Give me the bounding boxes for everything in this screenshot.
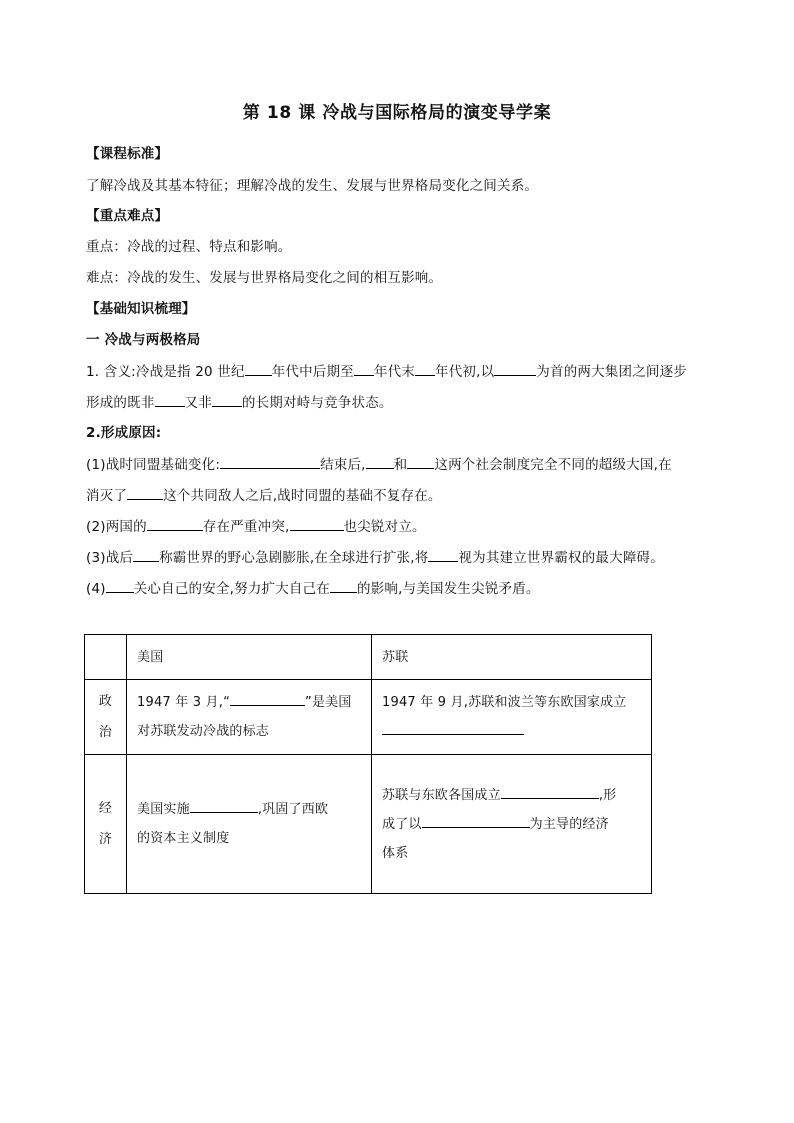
economy-us-cell xyxy=(127,755,372,894)
difficult-point-text: 难点：冷战的发生、发展与世界格局变化之间的相互影响。 xyxy=(86,270,443,286)
cause-text: (2)两国的 xyxy=(86,519,147,535)
cell-text: ”是美国 xyxy=(305,695,352,710)
comparison-table xyxy=(84,634,652,894)
row-header-char: 济 xyxy=(98,832,113,847)
row-header-politics xyxy=(85,680,127,755)
key-point-text: 重点：冷战的过程、特点和影响。 xyxy=(86,239,292,255)
column-header-us: 美国 xyxy=(127,635,372,680)
cell-text: 美国实施 xyxy=(137,802,190,817)
cause-heading: 2.形成原因: xyxy=(86,425,162,441)
blank[interactable] xyxy=(415,362,435,376)
blank[interactable] xyxy=(501,785,599,799)
definition-text: 年代末 xyxy=(373,364,415,380)
economy-ussr-cell xyxy=(372,755,652,894)
cause-text: 关心自己的安全,努力扩大自己在 xyxy=(133,581,331,597)
cell-line xyxy=(137,688,361,717)
blank[interactable] xyxy=(407,455,434,469)
blank[interactable] xyxy=(290,517,344,531)
course-standard-text: 了解冷战及其基本特征；理解冷战的发生、发展与世界格局变化之间关系。 xyxy=(86,178,539,194)
blank[interactable] xyxy=(382,721,524,735)
blank[interactable] xyxy=(212,393,242,407)
blank[interactable] xyxy=(330,579,357,593)
table-corner-cell xyxy=(85,635,127,680)
cause-text: (4) xyxy=(86,581,106,597)
cause-text: 消灭了 xyxy=(86,488,128,504)
cell-text: ,巩固了西欧 xyxy=(257,802,329,817)
cause-text: 称霸世界的野心急剧膨胀,在全球进行扩张,将 xyxy=(159,550,429,566)
cause-3-line xyxy=(86,548,664,567)
definition-text: 为首的两大集团之间逐步 xyxy=(536,364,687,380)
blank[interactable] xyxy=(366,455,394,469)
definition-text: 的长期对峙与竞争状态。 xyxy=(241,395,393,411)
blank[interactable] xyxy=(422,814,530,828)
blank[interactable] xyxy=(245,362,272,376)
definition-line-2 xyxy=(86,393,393,412)
blank[interactable] xyxy=(127,486,163,500)
row-header-char: 政 xyxy=(98,694,113,709)
politics-ussr-cell xyxy=(372,680,652,755)
blank[interactable] xyxy=(155,393,185,407)
blank[interactable] xyxy=(494,362,536,376)
blank[interactable] xyxy=(190,799,258,813)
row-header-char: 治 xyxy=(98,725,113,740)
definition-text: 1. 含义:冷战是指 20 世纪 xyxy=(86,364,245,380)
cell-line: 体系 xyxy=(382,845,409,861)
blank[interactable] xyxy=(133,548,159,562)
cause-text: 结束后, xyxy=(320,457,366,473)
cause-4-line xyxy=(86,579,540,598)
cell-line xyxy=(137,795,361,824)
cell-text: 1947 年 3 月,“ xyxy=(137,695,231,710)
row-header-char: 经 xyxy=(98,801,113,816)
page-title: 第 18 课 冷战与国际格局的演变导学案 xyxy=(242,103,552,123)
cause-1-line-2 xyxy=(86,486,442,505)
table-row xyxy=(85,680,652,755)
definition-line-1 xyxy=(86,362,687,381)
blank[interactable] xyxy=(428,548,458,562)
blank[interactable] xyxy=(220,455,320,469)
blank[interactable] xyxy=(106,579,134,593)
cause-2-line xyxy=(86,517,426,536)
politics-us-cell xyxy=(127,680,372,755)
definition-text: 又非 xyxy=(184,395,212,411)
table-header-row xyxy=(85,635,652,680)
cause-text: 这两个社会制度完全不同的超级大国,在 xyxy=(434,457,672,473)
column-header-ussr: 苏联 xyxy=(372,635,652,680)
cell-line: 对苏联发动冷战的标志 xyxy=(137,724,270,739)
definition-text: 年代中后期至 xyxy=(271,364,354,380)
cell-text: 苏联与东欧各国成立 xyxy=(382,787,501,803)
blank[interactable] xyxy=(147,517,203,531)
cause-text: 存在严重冲突, xyxy=(202,519,290,535)
row-header-economy xyxy=(85,755,127,894)
blank[interactable] xyxy=(230,692,305,706)
cause-text: 的影响,与美国发生尖锐矛盾。 xyxy=(357,581,540,597)
cell-line xyxy=(382,810,641,839)
knowledge-heading: 【基础知识梳理】 xyxy=(86,301,196,317)
part-one-heading: 一 冷战与两极格局 xyxy=(86,332,201,348)
cell-line: 的资本主义制度 xyxy=(137,831,230,846)
table-row xyxy=(85,755,652,894)
cell-line xyxy=(382,717,641,746)
definition-text: 年代初,以 xyxy=(435,364,495,380)
cell-line xyxy=(382,781,641,810)
cause-text: (1)战时同盟基础变化: xyxy=(86,457,221,473)
blank[interactable] xyxy=(354,362,374,376)
cell-line: 1947 年 9 月,苏联和波兰等东欧国家成立 xyxy=(382,695,627,710)
cause-1-line-1 xyxy=(86,455,672,474)
cause-text: (3)战后 xyxy=(86,550,134,566)
cause-text: 这个共同敌人之后,战时同盟的基础不复存在。 xyxy=(163,488,442,504)
cell-text: ,形 xyxy=(598,787,617,803)
cell-text: 成了以 xyxy=(382,816,422,832)
cause-text: 也尖锐对立。 xyxy=(343,519,426,535)
course-standard-heading: 【课程标准】 xyxy=(86,146,169,162)
cause-text: 视为其建立世界霸权的最大障碍。 xyxy=(458,550,664,566)
cell-text: 为主导的经济 xyxy=(529,816,609,832)
cause-text: 和 xyxy=(393,457,408,473)
key-difficult-heading: 【重点难点】 xyxy=(86,208,169,224)
definition-text: 形成的既非 xyxy=(86,395,155,411)
